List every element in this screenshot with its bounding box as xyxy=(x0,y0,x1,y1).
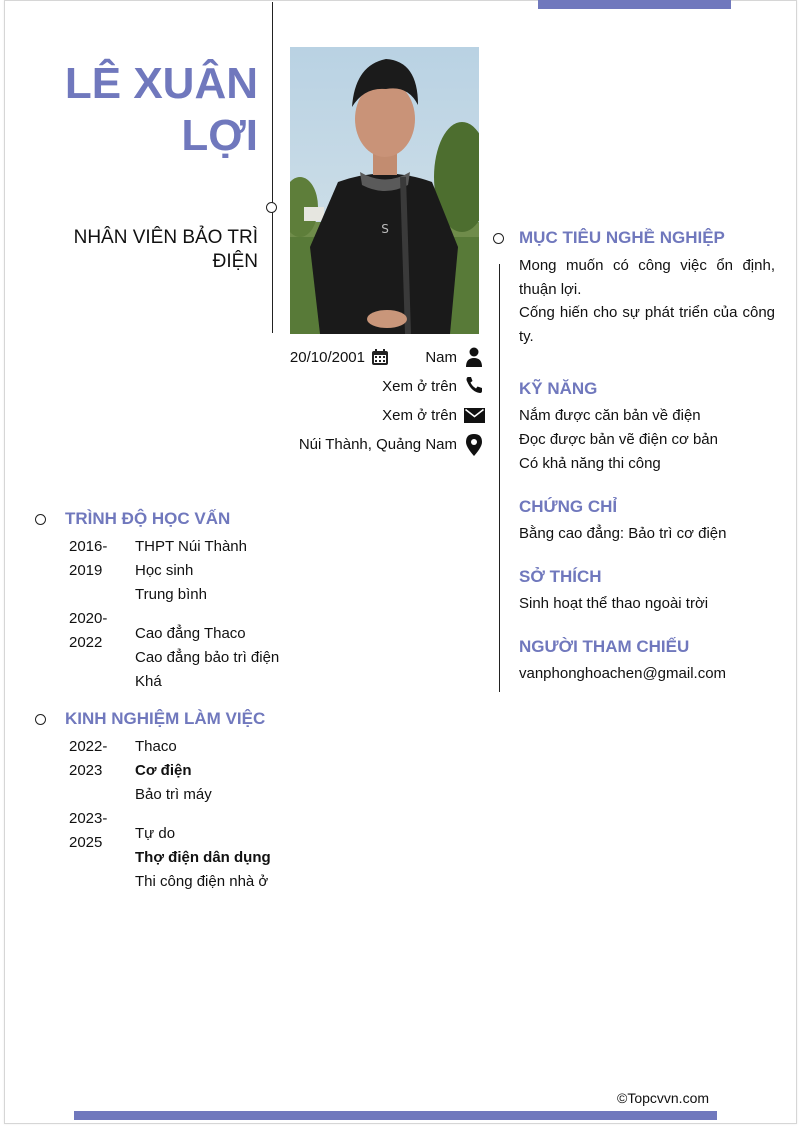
references-title: NGƯỜI THAM CHIẾU xyxy=(519,637,690,656)
email: Xem ở trên xyxy=(382,407,457,424)
skill-item-2: Đọc được bản vẽ điện cơ bản xyxy=(519,431,718,448)
hobbies-title: SỞ THÍCH xyxy=(519,567,602,586)
phone-icon xyxy=(465,376,483,394)
edu-1-school: THPT Núi Thành xyxy=(135,538,247,555)
edu-2-grade: Khá xyxy=(135,673,162,690)
skill-item-3: Có khả năng thi công xyxy=(519,455,661,472)
exp-2-year-start: 2023- xyxy=(69,810,108,827)
exp-2-year-end: 2025 xyxy=(69,834,103,851)
objective-line-1: Mong muốn có công việc ổn định, thuận lợi. xyxy=(519,257,775,298)
exp-1-description: Bảo trì máy xyxy=(135,786,212,803)
profile-photo xyxy=(290,47,479,334)
mail-icon xyxy=(464,408,485,423)
footer-copyright: ©Topcvvn.com xyxy=(617,1090,710,1106)
reference-item-1: vanphonghoachen@gmail.com xyxy=(519,665,727,682)
skill-item-1: Nắm được căn bản về điện xyxy=(519,407,701,424)
exp-1-year-start: 2022- xyxy=(69,738,108,755)
certificates-title: CHỨNG CHỈ xyxy=(519,497,618,516)
edu-1-year-end: 2019 xyxy=(69,562,103,579)
edu-1-grade: Trung bình xyxy=(135,586,207,603)
exp-1-position: Cơ điện xyxy=(135,762,192,779)
experience-timeline-dot xyxy=(35,714,46,725)
exp-2-company: Tự do xyxy=(135,825,176,842)
phone: Xem ở trên xyxy=(382,378,457,395)
address: Núi Thành, Quảng Nam xyxy=(298,436,457,453)
edu-2-major: Cao đẳng bảo trì điện xyxy=(135,649,280,666)
education-timeline-dot xyxy=(35,514,46,525)
experience-title: KINH NGHIỆM LÀM VIỆC xyxy=(65,709,266,728)
bottom-accent-bar xyxy=(74,1111,717,1120)
name-line-2: LỢI xyxy=(181,111,258,160)
birthdate: 20/10/2001 xyxy=(289,349,365,366)
calendar-icon xyxy=(371,348,389,366)
gender: Nam xyxy=(425,349,457,366)
education-title: TRÌNH ĐỘ HỌC VẤN xyxy=(65,509,231,528)
edu-2-school: Cao đẳng Thaco xyxy=(135,625,246,642)
right-column-line xyxy=(499,264,500,692)
exp-1-year-end: 2023 xyxy=(69,762,103,779)
edu-1-year-start: 2016- xyxy=(69,538,108,555)
objective-title: MỤC TIÊU NGHỀ NGHIỆP xyxy=(519,228,725,247)
certificate-item-1: Bằng cao đẳng: Bảo trì cơ điện xyxy=(519,525,727,542)
edu-1-major: Học sinh xyxy=(135,562,194,579)
person-icon xyxy=(465,347,483,367)
location-pin-icon xyxy=(466,434,482,456)
header-timeline-dot xyxy=(266,202,277,213)
objective-line-2: Cống hiến cho sự phát triển của công ty. xyxy=(519,304,775,345)
edu-2-year-start: 2020- xyxy=(69,610,108,627)
skills-title: KỸ NĂNG xyxy=(519,379,598,398)
job-title: NHÂN VIÊN BẢO TRÌ ĐIỆN xyxy=(73,227,258,272)
name-line-1: LÊ XUÂN xyxy=(64,59,258,108)
header-divider-line xyxy=(272,2,273,333)
hobby-item-1: Sinh hoạt thể thao ngoài trời xyxy=(519,595,709,612)
objective-timeline-dot xyxy=(493,233,504,244)
exp-1-company: Thaco xyxy=(135,738,177,755)
full-name xyxy=(40,58,258,162)
svg-text:S: S xyxy=(381,222,389,236)
exp-2-description: Thi công điện nhà ở xyxy=(135,873,269,890)
edu-2-year-end: 2022 xyxy=(69,634,103,651)
exp-2-position: Thợ điện dân dụng xyxy=(135,849,271,866)
top-accent-bar xyxy=(538,0,731,9)
